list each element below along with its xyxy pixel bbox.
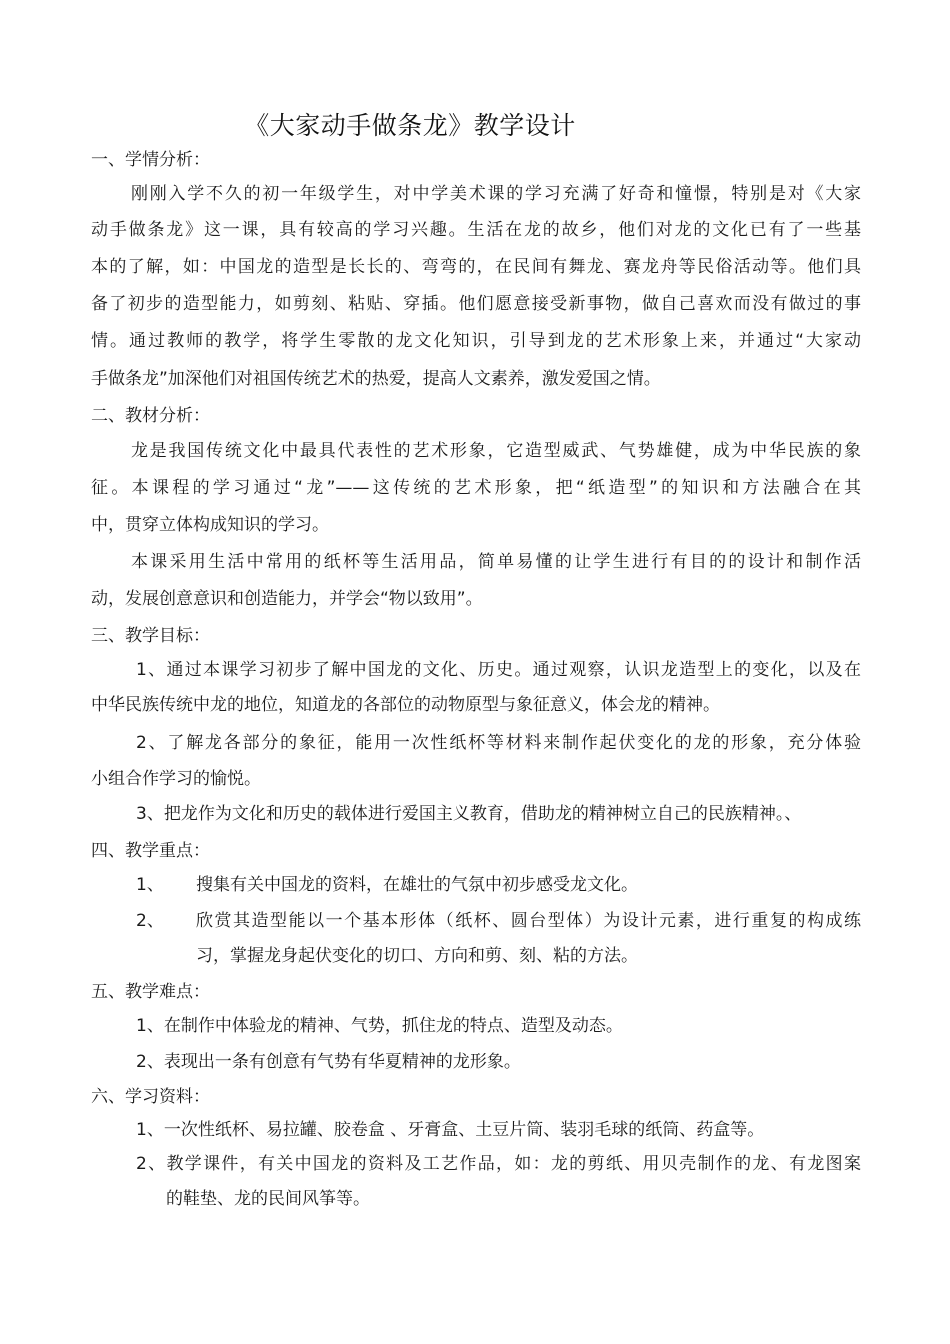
paragraph-line: 龙是我国传统文化中最具代表性的艺术形象，它造型威武、气势雄健，成为中华民族的象 xyxy=(131,441,861,461)
paragraph-line: 手做条龙”加深他们对祖国传统艺术的热爱，提高人文素养，激发爱国之情。 xyxy=(91,369,661,389)
paragraph-line: 3、把龙作为文化和历史的载体进行爱国主义教育，借助龙的精神树立自己的民族精神。、 xyxy=(136,804,802,824)
paragraph-line: 动，发展创意意识和创造能力，并学会“物以致用”。 xyxy=(91,589,483,609)
section-heading-4: 四、教学重点： xyxy=(91,841,210,861)
paragraph-line: 小组合作学习的愉悦。 xyxy=(91,769,261,789)
list-item: 搜集有关中国龙的资料，在雄壮的气氛中初步感受龙文化。 xyxy=(196,875,638,895)
list-item: 1、一次性纸杯、易拉罐、胶卷盒 、牙膏盒、土豆片筒、装羽毛球的纸筒、药盒等。 xyxy=(136,1120,765,1140)
list-item: 欣赏其造型能以一个基本形体（纸杯、圆台型体）为设计元素，进行重复的构成练 xyxy=(196,911,861,931)
section-heading-3: 三、教学目标： xyxy=(91,626,210,646)
paragraph-line: 情。通过教师的教学，将学生零散的龙文化知识，引导到龙的艺术形象上来，并通过“大家动 xyxy=(91,331,861,351)
list-number: 2、 xyxy=(136,911,164,931)
list-number: 1、 xyxy=(136,875,164,895)
paragraph-line: 2、了解龙各部分的象征，能用一次性纸杯等材料来制作起伏变化的龙的形象，充分体验 xyxy=(136,733,861,753)
paragraph-line: 本的了解，如：中国龙的造型是长长的、弯弯的，在民间有舞龙、赛龙舟等民俗活动等。他们具 xyxy=(91,257,861,277)
section-heading-5: 五、教学难点： xyxy=(91,982,210,1002)
paragraph-line: 中，贯穿立体构成知识的学习。 xyxy=(91,515,329,535)
paragraph-line: 刚刚入学不久的初一年级学生，对中学美术课的学习充满了好奇和憧憬，特别是对《大家 xyxy=(131,184,861,204)
paragraph-line: 中华民族传统中龙的地位，知道龙的各部位的动物原型与象征意义，体会龙的精神。 xyxy=(91,695,720,715)
document-title: 《大家动手做条龙》教学设计 xyxy=(244,111,576,140)
list-item-continuation: 习，掌握龙身起伏变化的切口、方向和剪、刻、粘的方法。 xyxy=(196,946,638,966)
section-heading-6: 六、学习资料： xyxy=(91,1087,210,1107)
paragraph-line: 动手做条龙》这一课，具有较高的学习兴趣。生活在龙的故乡，他们对龙的文化已有了一些基 xyxy=(91,220,861,240)
paragraph-line: 本课采用生活中常用的纸杯等生活用品，简单易懂的让学生进行有目的的设计和制作活 xyxy=(131,552,861,572)
paragraph-line: 征。本课程的学习通过“龙”——这传统的艺术形象，把“纸造型”的知识和方法融合在其 xyxy=(91,478,861,498)
paragraph-line: 1、通过本课学习初步了解中国龙的文化、历史。通过观察，认识龙造型上的变化，以及在 xyxy=(136,660,861,680)
section-heading-2: 二、教材分析： xyxy=(91,406,210,426)
list-item: 2、表现出一条有创意有气势有华夏精神的龙形象。 xyxy=(136,1052,521,1072)
list-item: 1、在制作中体验龙的精神、气势，抓住龙的特点、造型及动态。 xyxy=(136,1016,623,1036)
list-item-continuation: 的鞋垫、龙的民间风筝等。 xyxy=(166,1189,370,1209)
section-heading-1: 一、学情分析： xyxy=(91,150,210,170)
paragraph-line: 备了初步的造型能力，如剪刻、粘贴、穿插。他们愿意接受新事物，做自己喜欢而没有做过的事 xyxy=(91,294,861,314)
list-item: 2、教学课件，有关中国龙的资料及工艺作品，如：龙的剪纸、用贝壳制作的龙、有龙图案 xyxy=(136,1154,861,1174)
